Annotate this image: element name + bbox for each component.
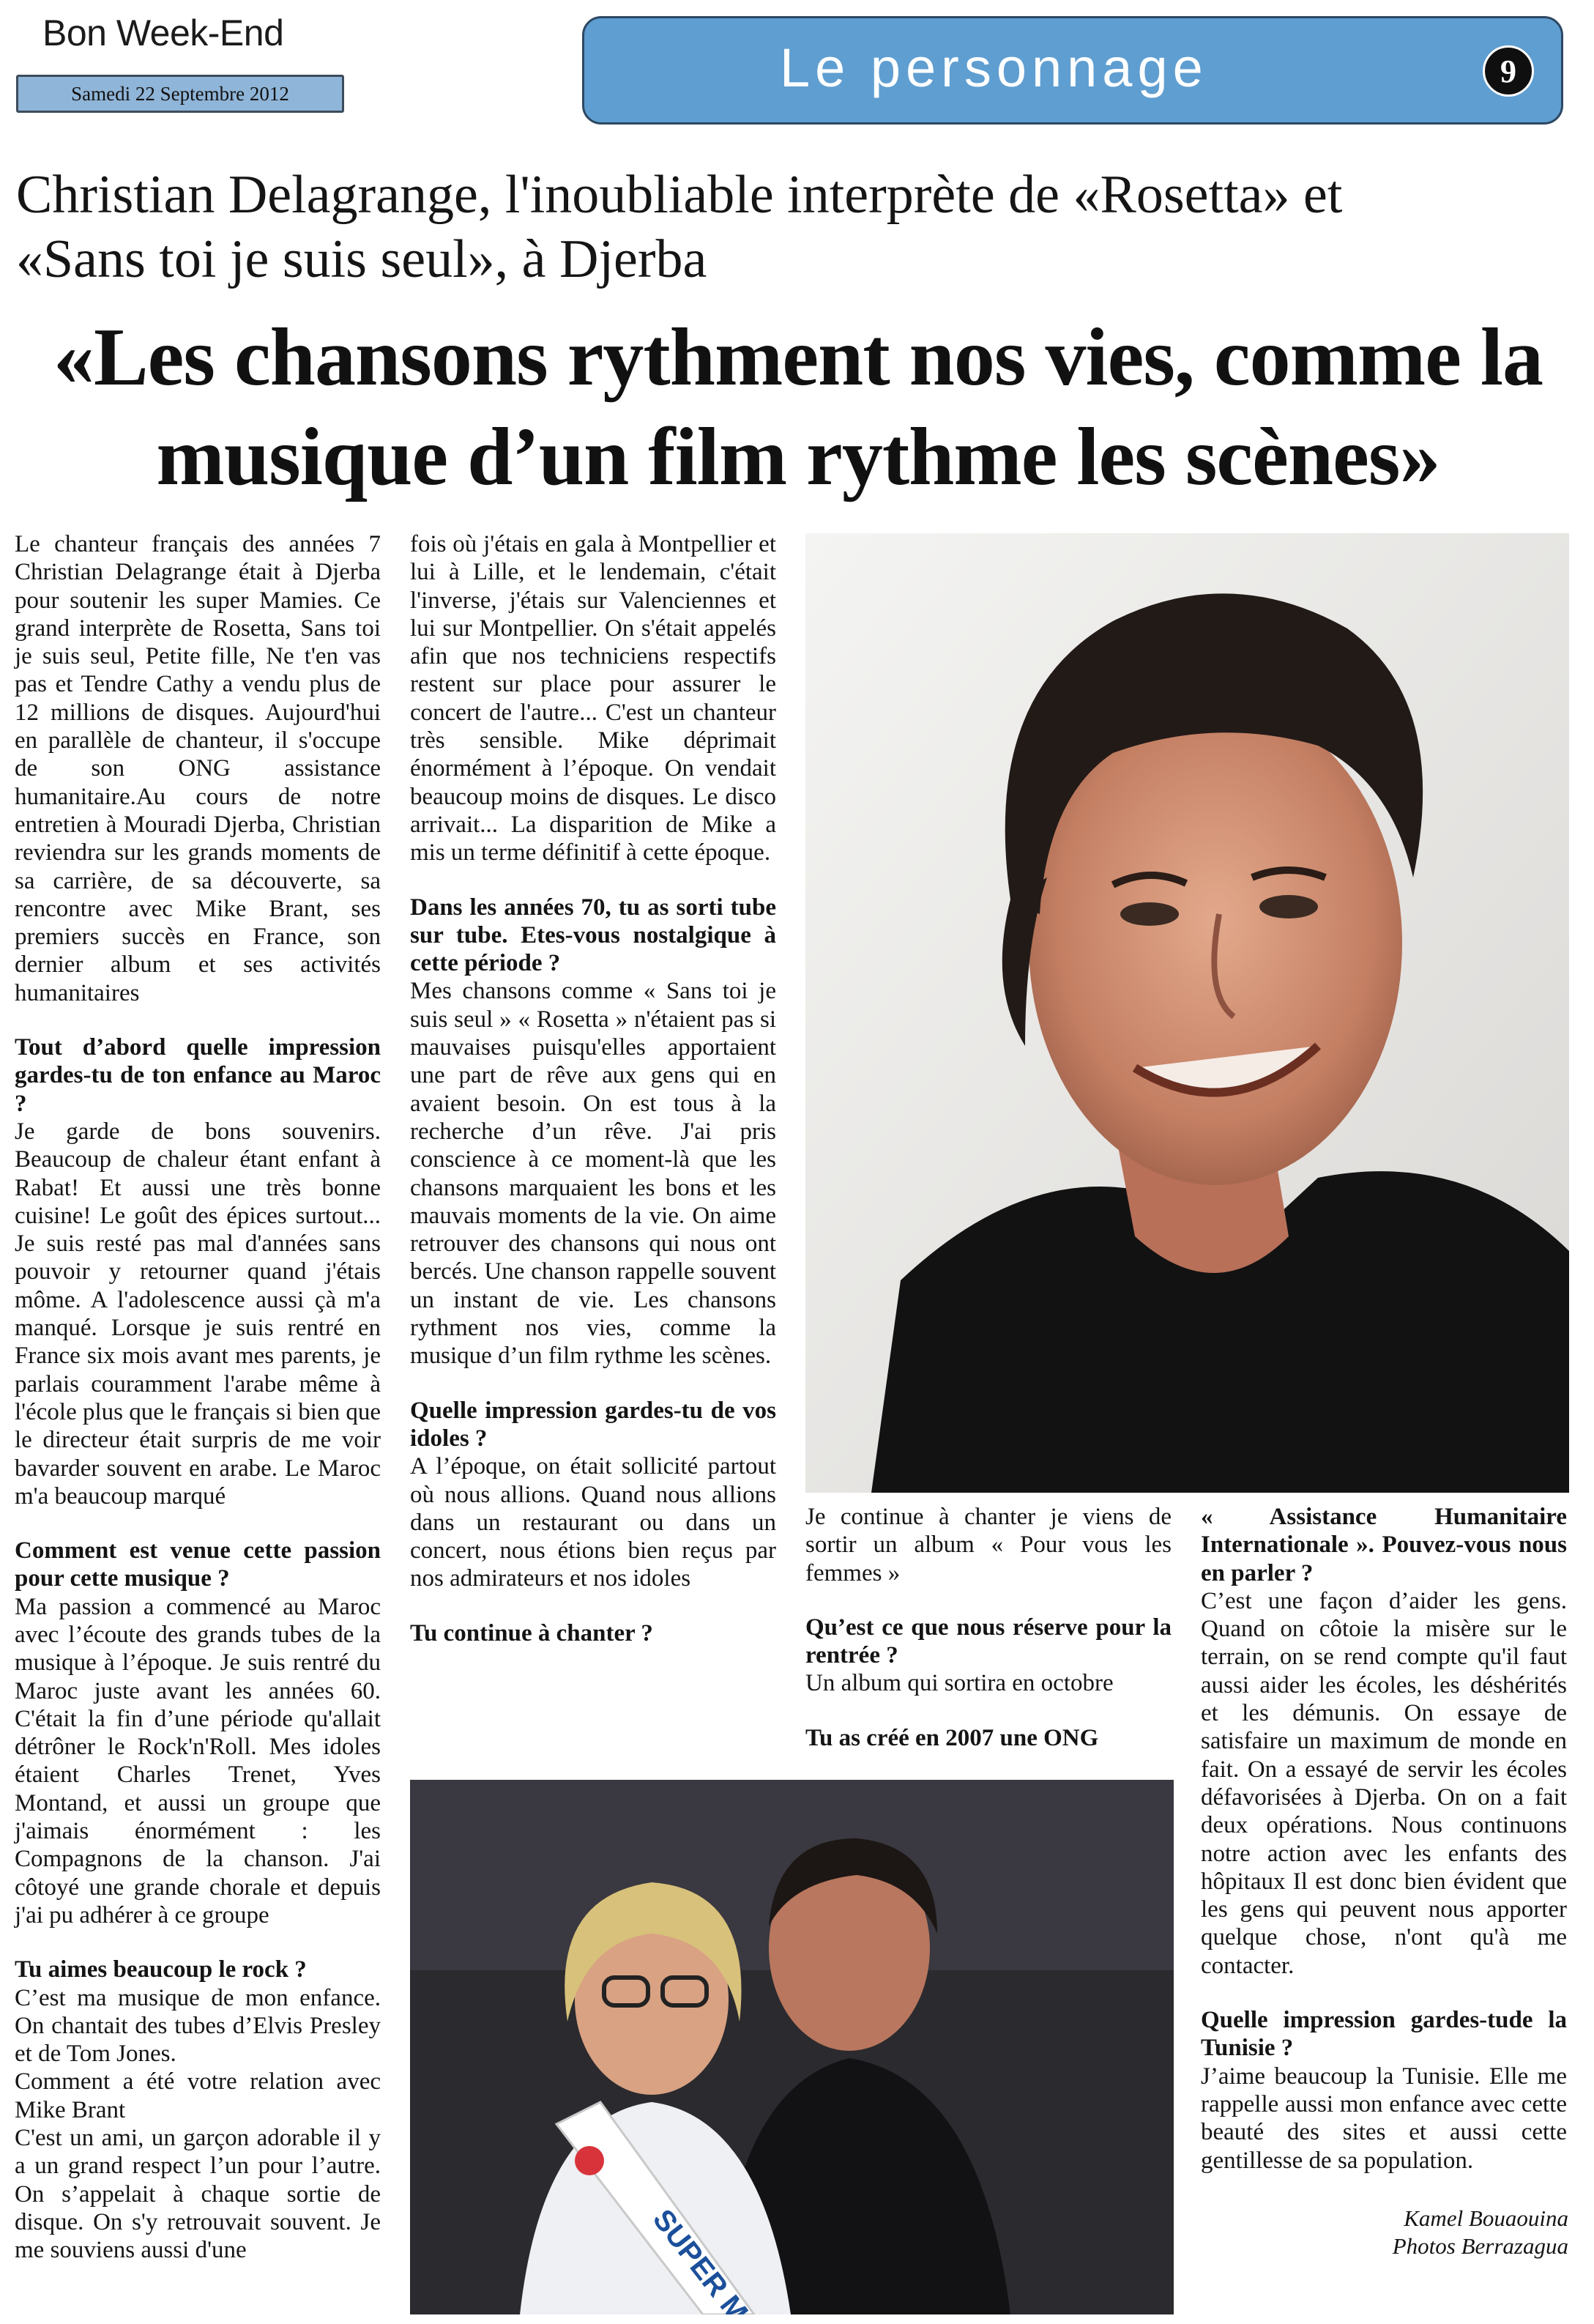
interview-answer: Mes chansons comme « Sans toi je suis seul » « Rosetta » n'étaient pas si mauvaises puisqu'elles apportaient une part de rêve aux gens qui en avaient besoin. On est tous à la recherche d’un rêve. J'ai pris conscience à ce moment-là que les chansons marquaient les bons et les mauvais moments de la vie. On aime retrouver des chansons qui nous ont bercés. Une chanson rappelle souvent un instant de vie. Les chansons rythment nos vies, comme la musique d’un film rythme les scènes.: [410, 978, 776, 1370]
interview-answer: fois où j'étais en gala à Montpellier et lui à Lille, et le lendemain, c'était l'inverse, j'étais sur Valenciennes et lui sur Montpellier. On s'était appelés afin que nos techniciens respectifs restent sur place pour assurer le concert de l'autre... C'est un chanteur très sensible. Mike déprimait énormément à l’époque. On vendait beaucoup moins de disques. Le disco arrivait... La disparition de Mike a mis un terme définitif à cette époque.: [410, 531, 776, 866]
interview-answer: J’aime beaucoup la Tunisie. Elle me rappelle aussi mon enfance avec cette beauté des sites et aussi cette gentillesse de sa population.: [1201, 2063, 1567, 2174]
photo-credit: Photos Berrazagua: [1392, 2233, 1568, 2259]
headline: [15, 308, 1582, 507]
interview-question: Tout d’abord quelle impression gardes-tu de ton enfance au Maroc ?: [15, 1034, 381, 1117]
article-column-1: [15, 530, 381, 2265]
sash-text: SUPER: [646, 2203, 734, 2303]
article-column-4: [1201, 1503, 1567, 2175]
headline-line: «Les chansons rythment nos vies, comme la: [53, 312, 1543, 403]
portrait-photo: [805, 533, 1569, 1493]
interview-answer: Je continue à chanter je viens de sortir un album « Pour vous les femmes »: [805, 1504, 1172, 1586]
byline: [1333, 2205, 1568, 2260]
interview-answer: C’est une façon d’aider les gens. Quand on côtoie la misère sur le terrain, on se rend compte qu'il faut aussi aider les écoles, les déshérités et les démunis. On essaye de satisfaire un maximum de monde en fait. On a essayé de servir les écoles défavorisées à Djerba. On on a fait deux opérations. Nous continuons notre action avec les enfants des hôpitaux Il est donc bien évident que les gens qui peuvent nous apporter quelque chose, n'ont qu'à me contacter.: [1201, 1587, 1567, 1979]
interview-answer: A l’époque, on était sollicité partout où nous allions. Quand nous allions dans un restaurant ou dans un concert, nous étions bien reçus par nos admirateurs et nos idoles: [410, 1453, 776, 1592]
headline-line: musique d’un film rythme les scènes»: [156, 412, 1440, 502]
author: Kamel Bouaouina: [1404, 2205, 1568, 2231]
kicker-line: Christian Delagrange, l'inoubliable interprète de «Rosetta» et: [16, 165, 1343, 225]
page-number: 9: [1500, 53, 1516, 89]
interview-question: Quelle impression gardes-tude la Tunisie ?: [1201, 2007, 1567, 2062]
event-photo: [410, 1780, 1174, 2314]
intro-paragraph: Le chanteur français des années 7 Christian Delagrange était à Djerba pour soutenir les super Mamies. Ce grand interprète de Rosetta, Sans toi je suis seul, Petite fille, Ne t'en vas pas et Tendre Cathy a vendu plus de 12 millions de disques. Aujourd'hui en parallèle de chanteur, il s'occupe de son ONG assistance humanitaire.Au cours de notre entretien à Mouradi Djerba, Christian reviendra sur les grands moments de sa carrière, de sa découverte, sa rencontre avec Mike Brant, ses premiers succès en France, son dernier album et ses activités humanitaires: [15, 531, 381, 1006]
interview-answer: Je garde de bons souvenirs. Beaucoup de chaleur étant enfant à Rabat! Et aussi une très bonne cuisine! Le goût des épices surtout... Je suis resté pas mal d'années sans pouvoir y retourner quand j'étais môme. A l'adolescence aussi çà m'a manqué. Lorsque je suis rentré en France six mois avant mes parents, je parlais couramment l'arabe même à l'école plus que le français si bien que le directeur était surpris de me voir bavarder souvent en arabe. Le Maroc m'a beaucoup marqué: [15, 1118, 381, 1510]
interview-question: « Assistance Humanitaire Internationale ». Pouvez-vous nous en parler ?: [1201, 1504, 1567, 1586]
kicker-line: «Sans toi je suis seul», à Djerba: [16, 229, 707, 289]
interview-answer: Ma passion a commencé au Maroc avec l’écoute des grands tubes de la musique à l’époque. Je suis rentré du Maroc juste avant les années 60. C'était la fin d’une période qu'allait détrôner le Rock'n'Roll. Mes idoles étaient Charles Trenet, Yves Montand, et aussi un groupe que j'aimais énormément : les Compagnons de la chanson. J'ai côtoyé une grande chorale et depuis j'ai pu adhérer à ce groupe: [15, 1593, 381, 1928]
interview-question: Tu continue à chanter ?: [410, 1619, 653, 1647]
interview-answer: C’est ma musique de mon enfance. On chantait des tubes d’Elvis Presley et de Tom Jones.: [15, 1984, 381, 2068]
interview-question: Tu aimes beaucoup le rock ?: [15, 1956, 307, 1983]
interview-question-plain: Comment a été votre relation avec Mike Brant: [15, 2068, 381, 2123]
article-column-2: [410, 530, 776, 1647]
kicker: [16, 163, 1568, 292]
interview-answer: C'est un ami, un garçon adorable il y a un grand respect l’un pour l’autre. On s’appelait à chaque sortie de disque. On s'y retrouvait souvent. Je me souviens aussi d'une: [15, 2125, 381, 2264]
article-column-3: [805, 1503, 1172, 1752]
interview-question: Comment est venue cette passion pour cette musique ?: [15, 1537, 381, 1592]
rubric-title: Le personnage: [780, 37, 1208, 98]
interview-question: Quelle impression gardes-tu de vos idoles ?: [410, 1397, 776, 1452]
publication-name: Bon Week-End: [42, 12, 284, 53]
interview-answer: Un album qui sortira en octobre: [805, 1670, 1114, 1697]
interview-question: Qu’est ce que nous réserve pour la rentrée ?: [805, 1614, 1172, 1669]
page-number-badge: [1483, 45, 1534, 97]
interview-question: Tu as créé en 2007 une ONG: [805, 1724, 1099, 1751]
issue-date: Samedi 22 Septembre 2012: [71, 82, 289, 105]
interview-question: Dans les années 70, tu as sorti tube sur tube. Etes-vous nostalgique à cette période ?: [410, 894, 776, 977]
date-banner: [16, 75, 344, 113]
